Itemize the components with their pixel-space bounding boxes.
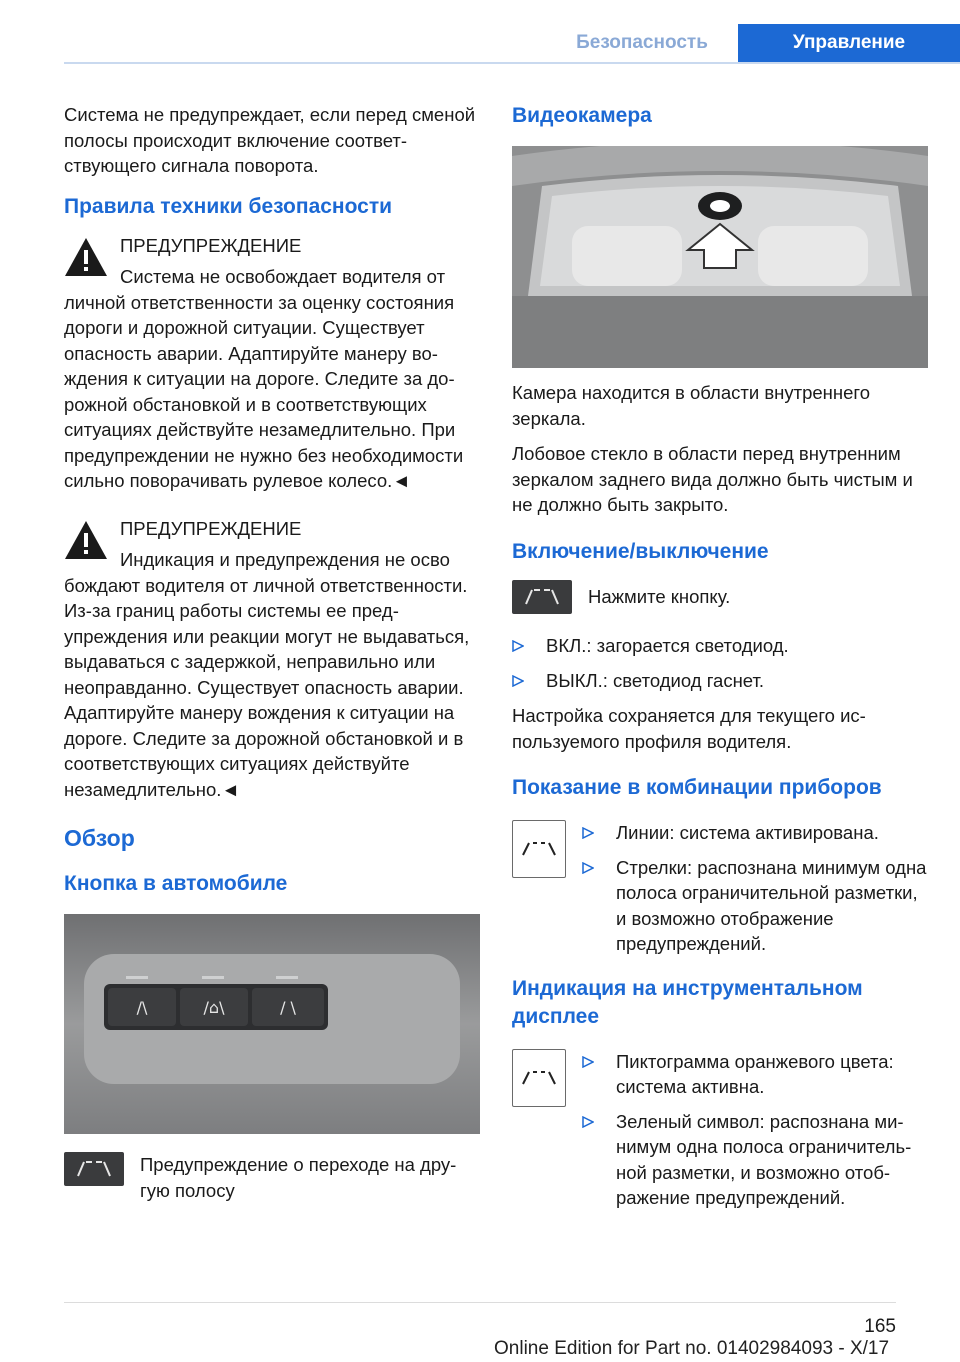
- warning-block-2: [64, 516, 480, 803]
- lane-lines-icon: [512, 1049, 566, 1107]
- header-tab-controls[interactable]: Управление: [738, 24, 960, 62]
- camera-text-2: Лобовое стекло в области перед внутренним зеркалом заднего вида должно быть чистым и не должно быть закрыто.: [512, 443, 913, 515]
- lane-departure-button-icon: [64, 1152, 124, 1186]
- triangle-bullet-icon: [512, 675, 524, 687]
- footer-divider: [64, 1302, 896, 1303]
- warning-title: ПРЕДУПРЕЖДЕНИЕ: [120, 517, 302, 539]
- display-block: [512, 1049, 928, 1211]
- press-button-row: [512, 580, 928, 610]
- warning-text: бождают водителя от личной ответственности. Из-за границ работы системы ее предупреждения или реакции могут не выдаваться, выдаваться с задержкой, неправильно или неоправданно. Существует опасность аварии. Адаптируйте манеру вождения к ситуации на дороге. Следите за дорожной обстановкой и в соответствующих ситуациях действуйте незамедлительно.◄: [64, 574, 470, 800]
- camera-windshield-photo: [512, 146, 928, 368]
- overview-heading: Обзор: [64, 825, 135, 851]
- triangle-bullet-icon: [582, 1056, 594, 1068]
- onoff-heading: Включение/выключение: [512, 539, 769, 563]
- svg-text:/\: /\: [136, 998, 148, 1017]
- intro-paragraph: Система не предупреждает, если перед сменой полосы происходит включение соответствующего сигнала поворота.: [64, 104, 476, 176]
- list-item: ВКЛ.: загорается светодиод.: [512, 633, 928, 659]
- cluster-list: [582, 820, 928, 957]
- edition-text: Online Edition for Part no. 01402984093 - X/17: [494, 1338, 890, 1359]
- button-caption: Предупреждение о переходе на другую полосу: [140, 1154, 457, 1201]
- list-item: Пиктограмма оранжевого цвета: система активна.: [582, 1049, 928, 1100]
- setting-text: Настройка сохраняется для текущего используемого профиля водителя.: [512, 705, 866, 752]
- svg-text:/⌂\: /⌂\: [203, 998, 225, 1017]
- header-tab-safety[interactable]: Безопасность: [550, 24, 734, 62]
- triangle-bullet-icon: [582, 862, 594, 874]
- list-item: ВЫКЛ.: светодиод гаснет.: [512, 668, 928, 694]
- warning-text-first-line: Индикация и предупреждения не осво: [120, 549, 450, 570]
- warning-triangle-icon: [64, 520, 108, 560]
- warning-title: ПРЕДУПРЕЖДЕНИЕ: [120, 234, 302, 256]
- cluster-block: [512, 820, 928, 957]
- triangle-bullet-icon: [582, 827, 594, 839]
- warning-text: личной ответственности за оценку состояния дороги и дорожной ситуации. Существует опасность аварии. Адаптируйте манеру вождения к ситуации на дороге. Следите за дорожной обстановкой и в соответствующих ситуациях действуйте незамедлительно. При предупреждении не нужно без необходимости сильно поворачивать рулевое колесо.◄: [64, 291, 464, 491]
- svg-text:/ \: / \: [280, 998, 296, 1017]
- camera-text-1: Камера находится в области внутреннего зеркала.: [512, 382, 871, 429]
- display-list: [582, 1049, 928, 1211]
- warning-triangle-icon: [64, 237, 108, 277]
- page-number: 165: [864, 1316, 896, 1337]
- button-caption-row: [64, 1152, 480, 1203]
- press-button-text: Нажмите кнопку.: [588, 585, 731, 607]
- car-buttons-photo: [64, 914, 480, 1134]
- list-item: Стрелки: распознана минимум одна полоса ограничительной разметки, и возможно отображение предупреждений.: [582, 855, 928, 957]
- button-heading: Кнопка в автомобиле: [64, 872, 288, 895]
- display-heading: Индикация на инструментальном дисплее: [512, 976, 863, 1028]
- right-column: [512, 102, 928, 1229]
- camera-heading: Видеокамера: [512, 104, 652, 127]
- cluster-heading: Показание в комбинации приборов: [512, 776, 882, 799]
- onoff-list: [512, 633, 928, 693]
- triangle-bullet-icon: [512, 640, 524, 652]
- warning-text-first-line: Система не освобождает водителя от: [120, 266, 446, 287]
- lane-lines-icon: [512, 820, 566, 878]
- list-item: Линии: система активирована.: [582, 820, 928, 846]
- list-item: Зеленый символ: распознана минимум одна полоса ограничительной разметки, и возможно отображение предупреждений.: [582, 1109, 928, 1211]
- left-column: [64, 102, 480, 1217]
- warning-block-1: [64, 233, 480, 494]
- lane-departure-button-icon: [512, 580, 572, 614]
- triangle-bullet-icon: [582, 1116, 594, 1128]
- header-divider: [64, 62, 960, 64]
- safety-heading: Правила техники безопасности: [64, 194, 393, 218]
